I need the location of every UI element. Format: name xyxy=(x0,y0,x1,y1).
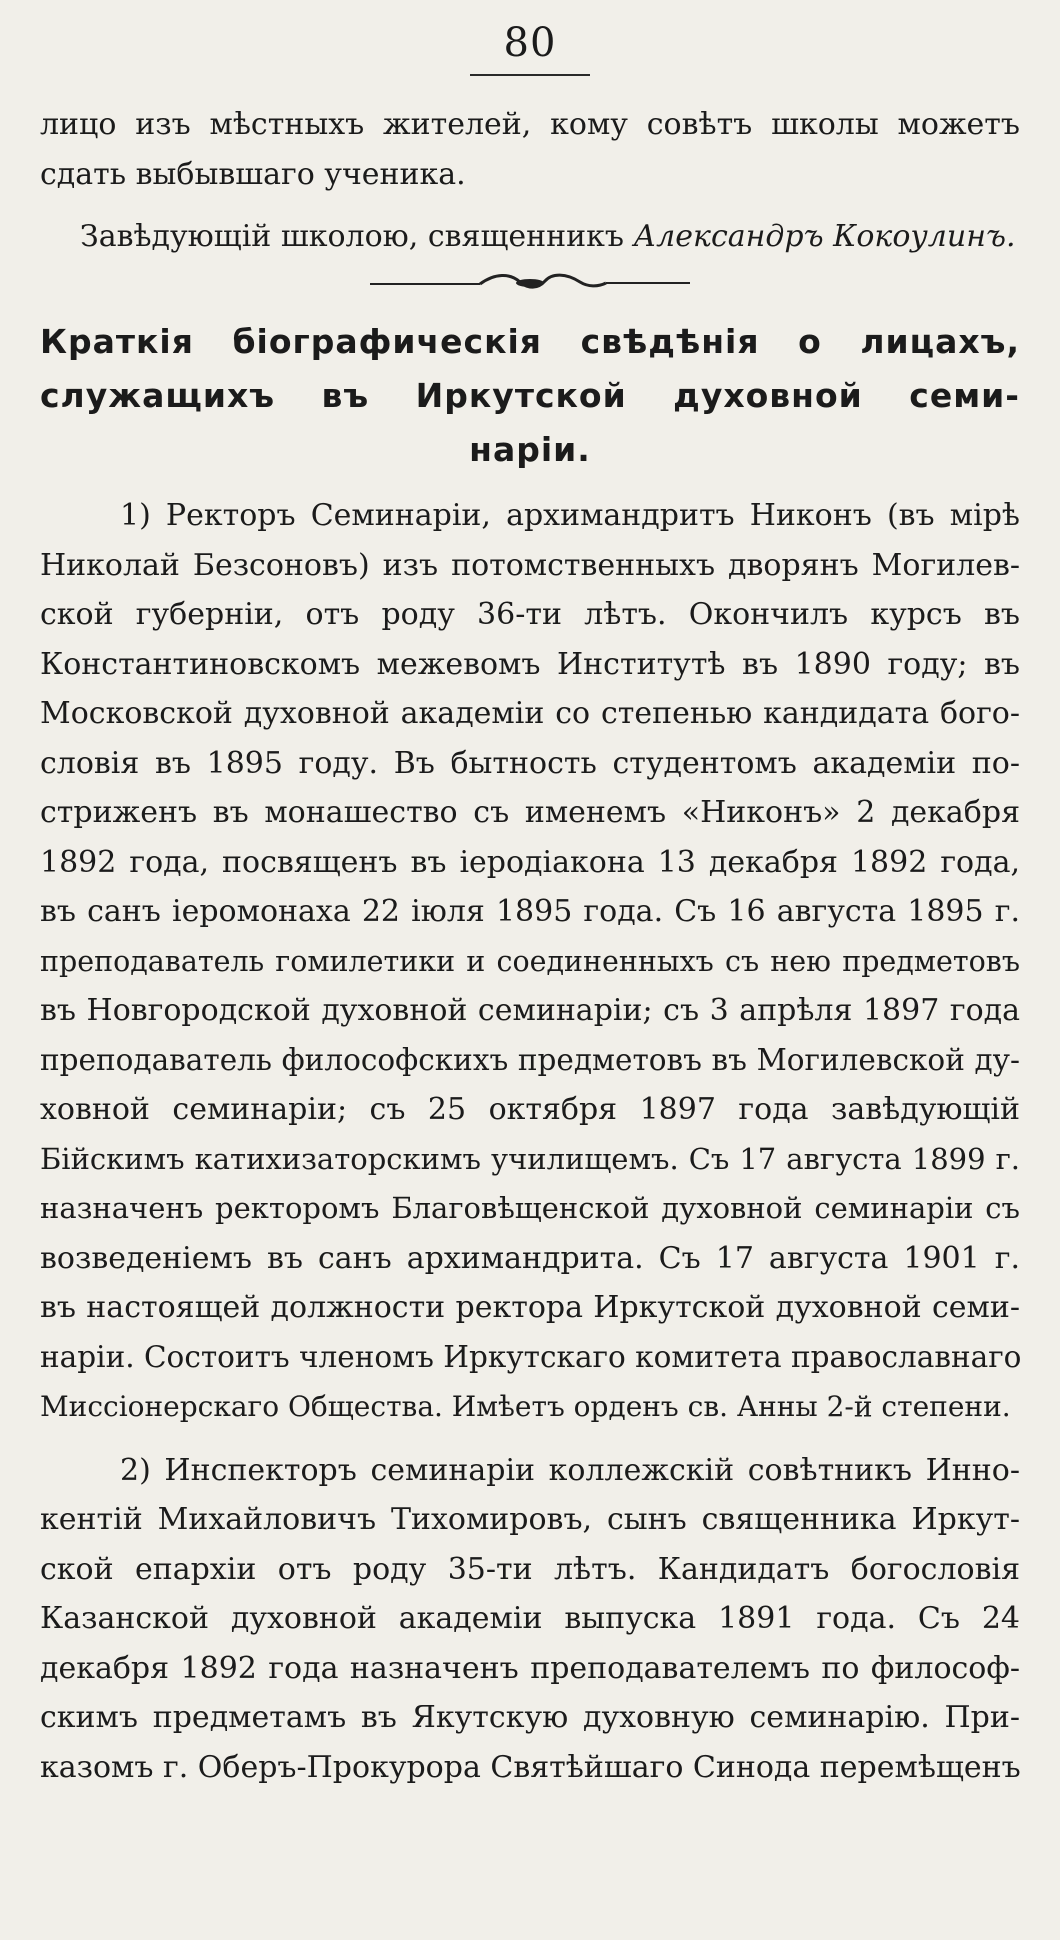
text-line: ской епархіи отъ роду 35-ти лѣтъ. Кандидатъ богословія xyxy=(40,1551,1020,1587)
text-line: возведеніемъ въ санъ архимандрита. Съ 17 августа 1901 г. xyxy=(40,1240,1020,1276)
text-line: преподаватель философскихъ предметовъ въ Могилевской ду- xyxy=(40,1042,1020,1077)
text-line: въ санъ іеромонаха 22 іюля 1895 года. Съ 16 августа 1895 г. xyxy=(40,894,1020,929)
text-line: ховной семинаріи; съ 25 октября 1897 года завѣдующій xyxy=(40,1092,1020,1127)
text-line: сдать выбывшаго ученика. xyxy=(40,156,466,192)
text-line: Московской духовной академіи со степенью кандидата бого- xyxy=(40,696,1020,731)
text-line: назначенъ ректоромъ Благовѣщенской духовной семинаріи съ xyxy=(40,1191,1020,1225)
heading-line: наріи. xyxy=(469,430,591,469)
text-line: лицо изъ мѣстныхъ жителей, кому совѣтъ школы можетъ xyxy=(40,107,1020,142)
page-number: 80 xyxy=(503,20,557,66)
inspector-entry xyxy=(40,1446,1020,1793)
heading-line: Краткія біографическія свѣдѣнія о лицахъ, xyxy=(40,322,1020,361)
text-line: 1892 года, посвященъ въ іеродіакона 13 декабря 1892 года, xyxy=(40,844,1020,880)
signature-name: Александръ Кокоулинъ. xyxy=(633,219,1016,254)
text-line: 1) Ректоръ Семинаріи, архимандритъ Никонъ (въ мірѣ xyxy=(120,498,1020,533)
text-line: словія въ 1895 году. Въ бытность студентомъ академіи по- xyxy=(40,745,1020,781)
text-line: Миссіонерскаго Общества. Имѣетъ орденъ св. Анны 2-й степени. xyxy=(40,1390,1011,1423)
section-heading xyxy=(40,315,1020,477)
text-line: Константиновскомъ межевомъ Институтѣ въ 1890 году; въ xyxy=(40,646,1020,682)
opening-paragraph xyxy=(40,100,1020,199)
signature-prefix: Завѣдующій школою, священникъ xyxy=(80,219,634,254)
rector-entry xyxy=(40,491,1020,1432)
text-line: Казанской духовной академіи выпуска 1891 года. Съ 24 xyxy=(40,1601,1020,1636)
text-line: ской губерніи, отъ роду 36-ти лѣтъ. Окончилъ курсъ въ xyxy=(40,597,1020,632)
text-line: въ Новгородской духовной семинаріи; съ 3 апрѣля 1897 года xyxy=(40,993,1020,1028)
page-number-rule xyxy=(470,74,590,76)
heading-line: служащихъ въ Иркутской духовной семи- xyxy=(40,376,1020,415)
text-line: наріи. Состоитъ членомъ Иркутскаго комитета православнаго xyxy=(40,1339,1022,1374)
text-line: казомъ г. Оберъ-Прокурора Святѣйшаго Синода перемѣщенъ xyxy=(40,1749,1021,1785)
text-line: 2) Инспекторъ семинаріи коллежскій совѣтникъ Инно- xyxy=(120,1452,1020,1488)
text-line: скимъ предметамъ въ Якутскую духовную семинарію. При- xyxy=(40,1700,1020,1735)
text-line: преподаватель гомилетики и соединенныхъ съ нею предметовъ xyxy=(40,944,1020,978)
text-line: стриженъ въ монашество съ именемъ «Никонъ» 2 декабря xyxy=(40,795,1020,830)
text-line: Николай Безсоновъ) изъ потомственныхъ дворянъ Могилев- xyxy=(40,547,1020,583)
ornament-divider xyxy=(370,271,690,293)
signature-line xyxy=(40,211,1020,263)
text-line: декабря 1892 года назначенъ преподавателемъ по философ- xyxy=(40,1650,1020,1686)
text-line: кентій Михайловичъ Тихомировъ, сынъ священника Иркут- xyxy=(40,1502,1020,1537)
text-line: въ настоящей должности ректора Иркутской духовной семи- xyxy=(40,1290,1020,1325)
text-line: Бійскимъ катихизаторскимъ училищемъ. Съ 17 августа 1899 г. xyxy=(40,1141,1020,1176)
